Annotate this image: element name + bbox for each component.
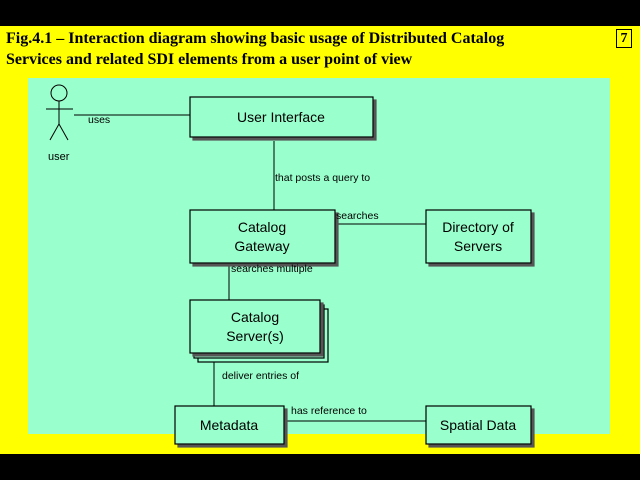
node-catalog-gateway (190, 210, 335, 263)
node-catalog-servers (190, 300, 328, 362)
node-metadata (175, 406, 284, 444)
edge-label-deliver-entries: deliver entries of (222, 370, 300, 382)
node-catalog-gateway-line1: Catalog (237, 219, 287, 235)
node-directory-line2: Servers (453, 238, 503, 254)
edge-label-has-reference: has reference to (291, 405, 367, 417)
node-spatial-data (426, 406, 531, 444)
node-catalog-servers-line1: Catalog (230, 309, 280, 325)
edge-label-searches: searches (336, 210, 379, 222)
node-catalog-servers-line2: Server(s) (226, 328, 284, 344)
slide (0, 26, 640, 454)
interaction-diagram (28, 78, 610, 434)
node-user-interface (190, 97, 373, 137)
figure-caption: Fig.4.1 – Interaction diagram showing basic usage of Distributed Catalog Services and related SDI elements from a user point of view (6, 30, 505, 68)
node-spatial-data-label: Spatial Data (439, 417, 517, 433)
edge-label-searches-multiple: searches multiple (231, 263, 313, 275)
node-directory-line1: Directory of (442, 219, 514, 235)
node-catalog-gateway-line2: Gateway (234, 238, 290, 254)
node-metadata-label: Metadata (199, 417, 259, 433)
node-directory-of-servers (426, 210, 531, 263)
actor-label: user (48, 151, 70, 163)
edge-label-uses: uses (88, 114, 111, 126)
diagram-canvas (28, 78, 610, 434)
edge-label-posts-query: that posts a query to (275, 172, 371, 184)
user-actor-icon (46, 85, 73, 140)
node-user-interface-label: User Interface (237, 109, 325, 125)
page-number: 7 (616, 29, 632, 48)
